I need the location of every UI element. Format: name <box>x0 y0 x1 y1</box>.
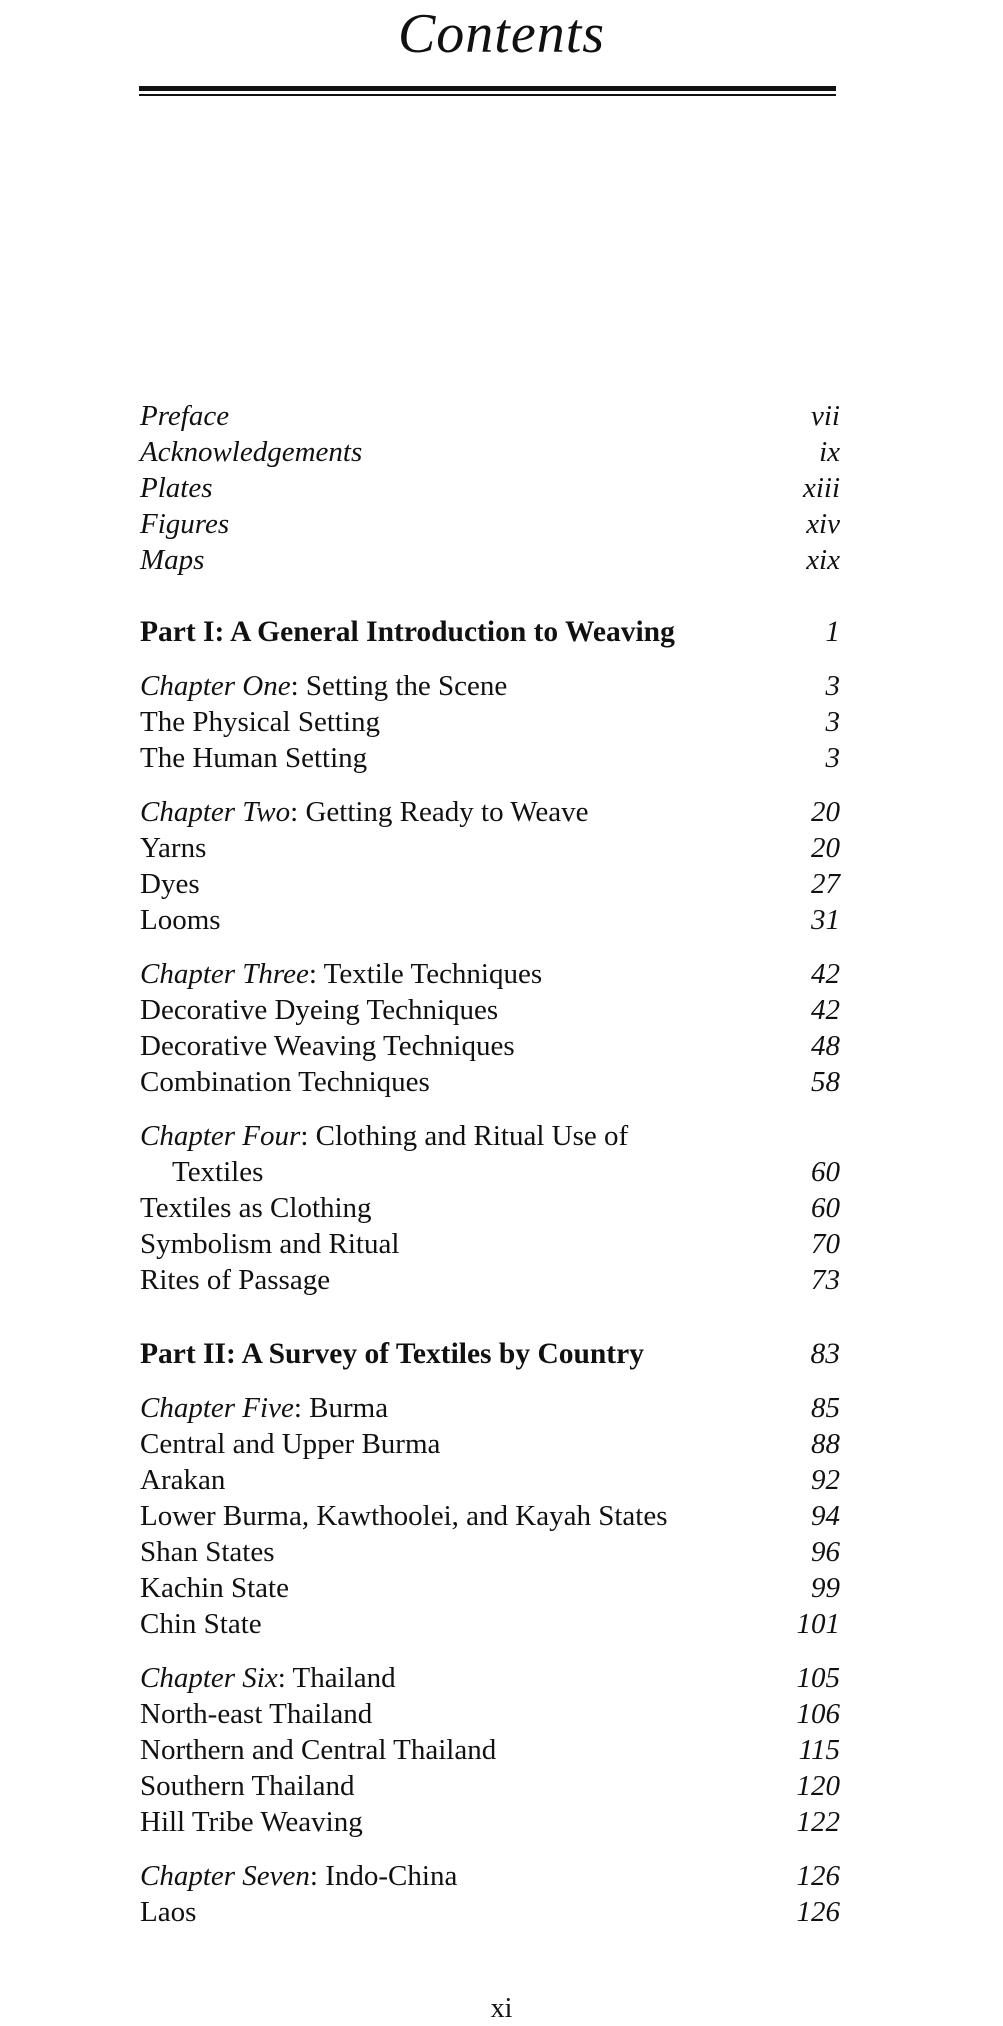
toc-section[interactable] <box>140 1426 840 1462</box>
toc-part-2[interactable] <box>140 1336 840 1372</box>
chapter-prefix: Chapter Four <box>140 1120 301 1152</box>
section-page: 73 <box>811 1264 840 1296</box>
section-label: Lower Burma, Kawthoolei, and Kayah States <box>140 1500 668 1532</box>
entry-label: Preface <box>140 400 230 432</box>
chapter-prefix: Chapter Six <box>140 1662 278 1694</box>
section-label: Decorative Weaving Techniques <box>140 1030 515 1062</box>
entry-label: Figures <box>140 508 230 540</box>
section-page: 99 <box>811 1572 840 1604</box>
section-page: 3 <box>825 742 840 774</box>
chapter-page: 60 <box>811 1156 840 1188</box>
section-label: Kachin State <box>140 1572 289 1604</box>
toc-chapter-1[interactable] <box>140 668 840 704</box>
chapter-title-continued: Textiles <box>172 1156 264 1188</box>
toc-section[interactable] <box>140 902 840 938</box>
chapter-title: : Getting Ready to Weave <box>290 796 589 828</box>
section-label: Combination Techniques <box>140 1066 430 1098</box>
section-label: Northern and Central Thailand <box>140 1734 497 1766</box>
section-page: 58 <box>811 1066 840 1098</box>
entry-page: xiii <box>802 472 840 504</box>
toc-chapter-2[interactable] <box>140 794 840 830</box>
title-rule-thick <box>139 86 836 91</box>
section-label: Southern Thailand <box>140 1770 355 1802</box>
section-label: Central and Upper Burma <box>140 1428 441 1460</box>
chapter-page: 3 <box>825 670 840 702</box>
toc-section[interactable] <box>140 866 840 902</box>
section-page: 20 <box>811 832 840 864</box>
entry-label: Plates <box>140 472 213 504</box>
toc-entry-acknowledgements[interactable] <box>140 434 840 470</box>
toc-part-1[interactable] <box>140 614 840 650</box>
section-page: 96 <box>811 1536 840 1568</box>
chapter-page: 20 <box>811 796 840 828</box>
chapter-page: 42 <box>811 958 840 990</box>
entry-page: xix <box>806 544 840 576</box>
section-page: 70 <box>811 1228 840 1260</box>
section-label: Dyes <box>140 868 200 900</box>
toc-chapter-4-continued[interactable] <box>140 1154 840 1190</box>
chapter-prefix: Chapter Two <box>140 796 291 828</box>
section-label: The Physical Setting <box>140 706 381 738</box>
toc-section[interactable] <box>140 830 840 866</box>
chapter-title: : Thailand <box>277 1662 396 1694</box>
toc-section[interactable] <box>140 1462 840 1498</box>
chapter-page: 105 <box>796 1662 840 1694</box>
toc-entry-figures[interactable] <box>140 506 840 542</box>
chapter-prefix: Chapter Three <box>140 958 309 990</box>
part-label: Part I: A General Introduction to Weaving <box>140 616 675 648</box>
section-label: Shan States <box>140 1536 275 1568</box>
toc-section[interactable] <box>140 1498 840 1534</box>
section-label: North-east Thailand <box>140 1698 373 1730</box>
section-label: Chin State <box>140 1608 262 1640</box>
section-label: Arakan <box>140 1464 226 1496</box>
section-page: 106 <box>796 1698 840 1730</box>
toc-section[interactable] <box>140 1190 840 1226</box>
section-label: Looms <box>140 904 221 936</box>
section-page: 94 <box>811 1500 840 1532</box>
toc-chapter-7[interactable] <box>140 1858 840 1894</box>
toc-entry-preface[interactable] <box>140 398 840 434</box>
chapter-prefix: Chapter One <box>140 670 291 702</box>
toc-section[interactable] <box>140 704 840 740</box>
section-page: 92 <box>811 1464 840 1496</box>
chapter-title: : Indo-China <box>309 1860 458 1892</box>
entry-page: xiv <box>806 508 840 540</box>
toc-chapter-5[interactable] <box>140 1390 840 1426</box>
section-page: 115 <box>798 1734 840 1766</box>
toc-chapter-3[interactable] <box>140 956 840 992</box>
section-page: 42 <box>811 994 840 1026</box>
toc-entry-maps[interactable] <box>140 542 840 578</box>
chapter-page: 85 <box>811 1392 840 1424</box>
chapter-title: : Textile Techniques <box>308 958 543 990</box>
entry-page: vii <box>811 400 840 432</box>
toc-section[interactable] <box>140 1028 840 1064</box>
page-number: xi <box>490 1993 513 2024</box>
section-page: 48 <box>811 1030 840 1062</box>
toc-chapter-4[interactable] <box>140 1118 840 1154</box>
chapter-title: : Setting the Scene <box>290 670 508 702</box>
section-label: Yarns <box>140 832 207 864</box>
toc-section[interactable] <box>140 1226 840 1262</box>
section-page: 3 <box>825 706 840 738</box>
section-page: 60 <box>811 1192 840 1224</box>
toc-section[interactable] <box>140 740 840 776</box>
part-page: 83 <box>810 1338 840 1370</box>
section-label: Hill Tribe Weaving <box>140 1806 363 1838</box>
chapter-page: 126 <box>796 1860 840 1892</box>
toc-section[interactable] <box>140 1894 840 1930</box>
section-page: 126 <box>796 1896 840 1928</box>
toc-section[interactable] <box>140 1570 840 1606</box>
toc-section[interactable] <box>140 1064 840 1100</box>
section-label: Textiles as Clothing <box>140 1192 372 1224</box>
title-rule-thin <box>139 94 836 96</box>
part-label: Part II: A Survey of Textiles by Country <box>140 1338 644 1370</box>
chapter-title: : Clothing and Ritual Use of <box>300 1120 629 1152</box>
section-page: 31 <box>811 904 840 936</box>
section-page: 27 <box>811 868 840 900</box>
section-page: 120 <box>796 1770 840 1802</box>
section-page: 122 <box>796 1806 840 1838</box>
toc-section[interactable] <box>140 1804 840 1840</box>
entry-label: Maps <box>140 544 205 576</box>
chapter-title: : Burma <box>293 1392 389 1424</box>
section-page: 88 <box>811 1428 840 1460</box>
section-label: Laos <box>140 1896 197 1928</box>
chapter-prefix: Chapter Five <box>140 1392 294 1424</box>
toc-section[interactable] <box>140 1732 840 1768</box>
chapter-prefix: Chapter Seven <box>140 1860 310 1892</box>
section-label: Rites of Passage <box>140 1264 331 1296</box>
toc-chapter-6[interactable] <box>140 1660 840 1696</box>
section-label: Decorative Dyeing Techniques <box>140 994 499 1026</box>
section-label: Symbolism and Ritual <box>140 1228 400 1260</box>
page-title: Contents <box>397 3 606 65</box>
toc-section[interactable] <box>140 1262 840 1298</box>
entry-page: ix <box>819 436 840 468</box>
toc-section[interactable] <box>140 1534 840 1570</box>
toc-section[interactable] <box>140 1606 840 1642</box>
toc-section[interactable] <box>140 1768 840 1804</box>
toc-entry-plates[interactable] <box>140 470 840 506</box>
toc-section[interactable] <box>140 1696 840 1732</box>
section-label: The Human Setting <box>140 742 368 774</box>
entry-label: Acknowledgements <box>140 436 363 468</box>
section-page: 101 <box>796 1608 840 1640</box>
toc-section[interactable] <box>140 992 840 1028</box>
part-page: 1 <box>825 616 840 648</box>
